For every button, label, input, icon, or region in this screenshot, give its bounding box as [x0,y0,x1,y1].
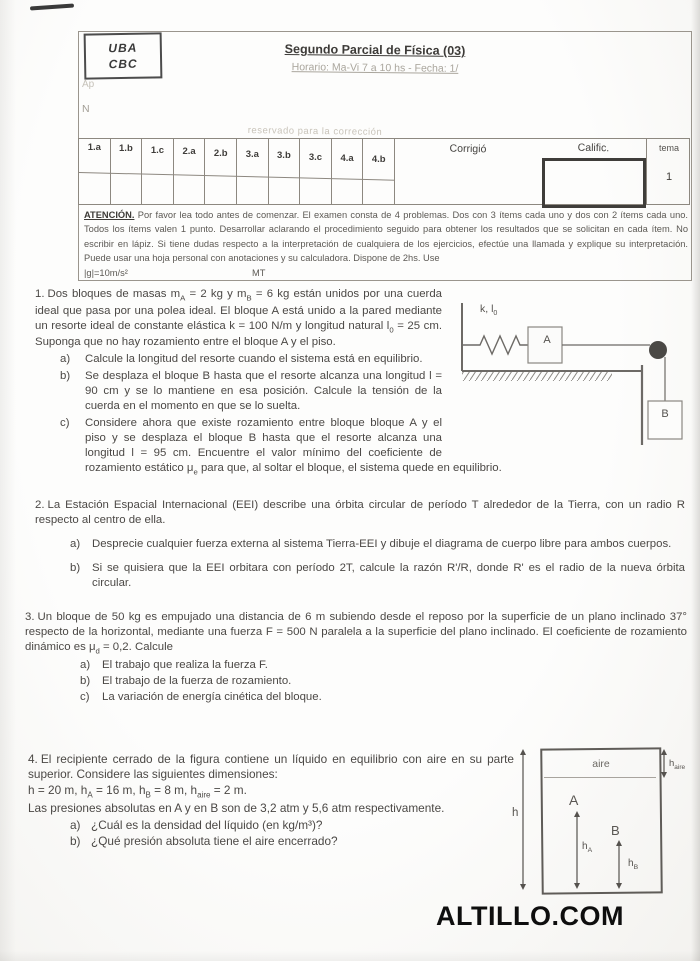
block-a-label: A [543,334,551,346]
item-label: a) [80,658,91,671]
item-text: El trabajo de la fuerza de rozamiento. [102,674,292,687]
grade-cell-label: 1.a [87,142,101,153]
problem-intro-text: La Estación Espacial Internacional (EEI) describe una órbita circular de período T alrededor de la Tierra, con un radio R respecto al centro de ella. [35,498,685,526]
grader-column [395,139,541,204]
problem-4-item-a [28,818,514,834]
problem-4-item-b [28,834,514,850]
item-text: Se desplaza el bloque B hasta que el resorte alcanza una longitud l = 90 cm y se lo mantiene en esa posición. Calcule la tensión de la cuerda en el momento en que se lo suelta. [85,370,442,413]
id-field-label: N [82,103,90,115]
problem-number: 3. [25,611,35,624]
item-label: c) [80,690,90,703]
grade-cell [205,139,237,204]
problem-number: 1. [35,288,45,300]
item-text: ¿Qué presión absoluta tiene el aire encerrado? [91,834,338,849]
instructions-body: Por favor lea todo antes de comenzar. El examen consta de 4 problemas. Dos con 3 ítems cada uno y dos con 2 ítems cada uno. Todos los ítems valen 1 punto. Desarrollar aclarando el procedimiento seguido para obtener los resultados que se solicitan en cada ítem. No escribir en lápiz. Si tiene dudas respecto a la interpretación de cualquiera de los ejercicios, efectúe una llamada y explique su interpretación. Puede usar una hoja personal con anotaciones y su calculadora. Dispone de 2hs. Use [84,210,688,264]
institution-line2: CBC [108,56,138,72]
item-label: b) [60,370,71,383]
grade-cell-label: 1.b [119,143,133,154]
problem-intro-text: El recipiente cerrado de la figura contiene un líquido en equilibrio con aire en su parte superior. Considere las siguientes dimensiones: [28,751,514,782]
grade-box [542,158,646,208]
item-label: a) [60,353,71,366]
variant-label: tema [658,143,679,153]
air-height-label: $h_{aire}$ [669,758,686,771]
grade-cell-label: 3.a [245,149,259,160]
pen-mark [30,3,74,10]
item-label: a) [70,817,81,832]
item-text: Calcule la longitud del resorte cuando el sistema está en equilibrio. [85,353,423,366]
grader-label: Corrigió [449,142,487,156]
block-b-label: B [661,408,669,420]
problem-1-item-a [35,352,690,367]
gravity-note: |g|=10m/s² [84,267,128,278]
problem-4-dimensions: h = 20 m, $h_A = 16$ m, $h_B = 8$ m, $h_{aire} = 2$ m. [28,783,247,800]
problem-4-figure [511,731,700,911]
problem-1 [35,287,690,478]
exam-title: Segundo Parcial de Física (03) [284,42,466,58]
problem-3-intro [25,610,687,657]
item-text: El trabajo que realiza la fuerza F. [102,658,268,671]
depth-a-label: $h_A$ [582,841,593,854]
grade-cell-label: 3.b [277,150,291,161]
instructions-block [80,206,692,282]
exam-schedule: Horario: Ma-Vi 7 a 10 hs - Fecha: 1/ [291,61,459,75]
problem-intro-text: Dos bloques de masas $m_A = 2$ kg y $m_B = 6$ kg están unidos por una cuerda ideal que pasa por una polea ideal. El bloque A está unido a la pared mediante un resorte ideal de constante elástica k = 100 N/m y longitud natural $l_0 = 25$ cm. Suponga que no hay rozamiento entre el bloque A y el piso. [35,288,443,349]
problem-1-item-c [35,416,690,478]
problem-2-item-a [35,537,685,552]
air-region-label: aire [592,758,610,770]
institution-logo-box [84,32,163,79]
spring-constant-label: k, $l_0$ [480,303,498,318]
grade-cell [363,139,395,204]
problem-3 [25,610,687,705]
grade-cell [142,139,174,204]
problem-2-intro [35,498,685,528]
total-height-label: h [512,807,519,819]
grading-table [78,138,690,205]
lastname-field-label: Ap [82,79,95,90]
item-text: Desprecie cualquier fuerza externa al sistema Tierra-EEI y dibuje el diagrama de cuerpo libre para ambos cuerpos. [92,538,672,551]
grade-cell-label: 4.b [371,154,386,165]
item-label: a) [70,538,81,551]
problem-number: 2. [35,498,45,511]
problem-3-item-a [25,658,687,673]
grade-cell-label: 1.c [150,145,165,156]
grade-cell-label: 4.a [340,153,354,164]
grade-label: Calific. [577,141,610,155]
grade-cell [332,139,364,204]
variant-column [646,139,691,204]
instructions-heading: ATENCIÓN. [84,210,135,220]
point-b-label: B [611,823,620,838]
problem-1-item-b [35,369,690,414]
variant-value: 1 [665,171,673,183]
item-label: b) [80,674,91,687]
problem-3-item-b [25,674,687,689]
grade-cell [269,139,301,204]
grade-cell-label: 2.b [213,148,228,159]
problem-4-pressures: Las presiones absolutas en A y en B son de 3,2 atm y 5,6 atm respectivamente. [28,800,445,815]
item-label: c) [60,417,70,430]
depth-b-label: $h_B$ [628,858,639,871]
problem-4-intro [28,752,514,783]
grade-cell-label: 2.a [182,146,196,157]
point-a-label: A [569,792,579,808]
problem-3-item-c [25,690,687,705]
problem-2 [35,498,685,591]
item-label: b) [70,834,81,849]
corner-mark-mt: MT [252,267,266,278]
problem-intro-text: Un bloque de 50 kg es empujado una distancia de 6 m subiendo desde el reposo por la superficie de un plano inclinado 37° respecto de la horizontal, mediante una fuerza F = 500 N paralela a la superficie del plano inclinado. El coeficiente de rozamiento dinámico es $\mu_d = 0,2$. Calcule [25,611,687,656]
grade-cell [237,139,269,204]
item-text: Considere ahora que existe rozamiento entre bloque bloque A y el piso y se desplaza el bloque B hasta que el resorte alcanza una longitud l = 95 cm. Encuentre el valor mínimo del coeficiente de rozamiento estático $\mu_e$ para que, al soltar el bloque, el sistema quede en equilibrio. [85,417,502,477]
grade-cell-label: 3.c [308,152,323,163]
institution-line1: UBA [108,40,138,56]
problem-number: 4. [28,751,38,766]
item-label: b) [70,562,81,575]
item-text: ¿Cuál es la densidad del líquido (en kg/m³)? [91,817,323,832]
grading-table-caption: reservado para la corrección [247,125,383,138]
grading-item-cells [79,139,395,204]
grade-cell [300,139,332,204]
site-watermark: ALTILLO.COM [436,901,624,931]
problem-2-item-b [35,561,685,591]
grade-cell [111,139,143,204]
problem-4 [28,752,514,850]
item-text: Si se quisiera que la EEI orbitara con período 2T, calcule la razón R'/R, donde R' es el radio de la nueva órbita circular. [92,562,685,590]
grade-cell [174,139,206,204]
item-text: La variación de energía cinética del bloque. [102,690,322,703]
instructions-footer [84,266,688,280]
